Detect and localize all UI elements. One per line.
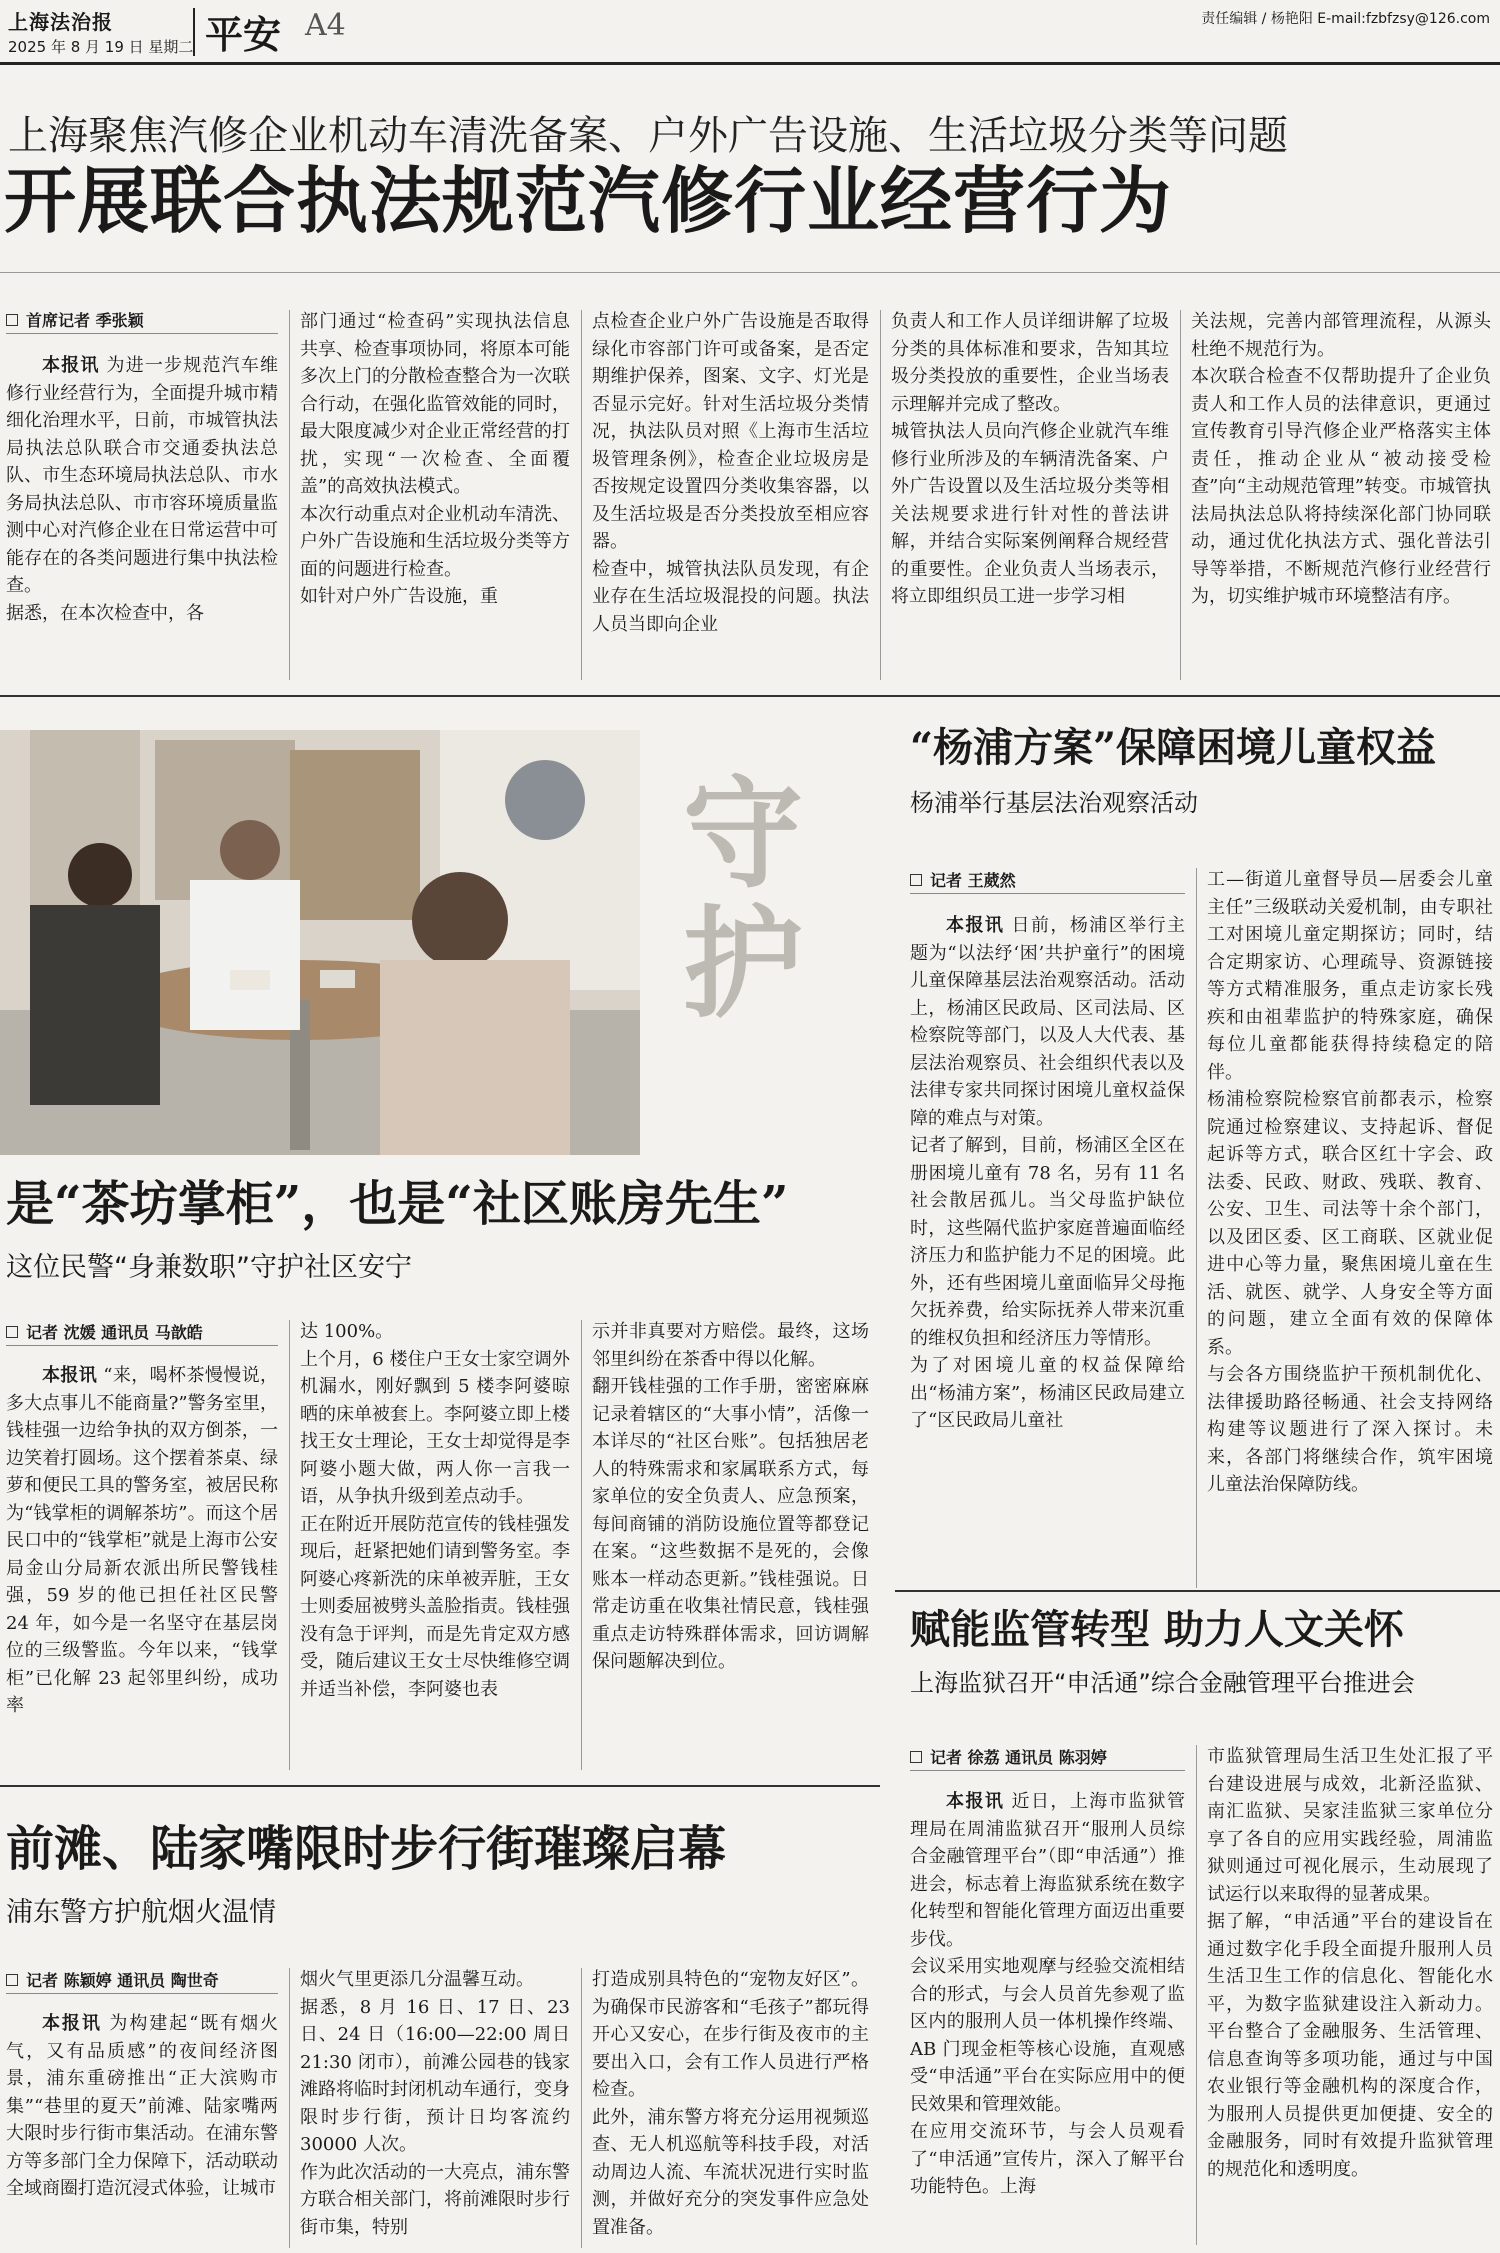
article1-title: 开展联合执法规范汽修行业经营行为	[4, 158, 1173, 243]
article1-lead: 本报讯	[42, 355, 100, 376]
byline-box-icon	[910, 874, 922, 886]
column-divider	[581, 310, 582, 680]
article1-col-3: 点检查企业户外广告设施是否取得绿化市容部门许可或备案，是否定期维护保养，图案、文字、灯光是否显示完好。针对生活垃圾分类情况，执法队员对照《上海市生活垃圾管理条例》，检查企业垃圾房是否按规定设置四分类收集容器，以及生活垃圾是否分类投放至相应容器。 检查中，城管执法队员发现，有企业存在生活垃圾混投的问题。执法人员当即向企业	[592, 311, 869, 635]
article1-col-1	[6, 352, 278, 682]
column-divider	[1180, 310, 1181, 680]
paper-logo: 上海法治报	[8, 10, 113, 34]
column-divider	[289, 1968, 290, 2248]
article4-col-1	[910, 912, 1185, 1592]
article1-col-5: 关法规，完善内部管理流程，从源头杜绝不规范行为。 本次联合检查不仅帮助提升了企业负责人和工作人员的法律意识，更通过宣传教育引导汽修企业严格落实主体责任，推动企业从“被动接受检查”向“主动规范管理”转变。市城管执法局执法总队将持续深化部门协同联动，通过优化执法方式、强化普法引导等举措，不断规范汽修行业经营行为，切实维护城市环境整洁有序。	[1191, 311, 1491, 607]
article4-title: “杨浦方案”保障困境儿童权益	[910, 724, 1437, 771]
article4-col-2: 工—街道儿童督导员—居委会儿童主任”三级联动关爱机制，由专职社工对困境儿童定期探访；同时，结合定期家访、心理疏导、资源链接等方式精准服务，重点走访家长残疾和由祖辈监护的特殊家庭，确保每位儿童都能获得持续稳定的陪伴。 杨浦检察院检察官前都表示，检察院通过检察建议、支持起诉、督促起诉等方式，联合区红十字会、政法委、民政、财政、残联、教育、公安、卫生、司法等十余个部门，以及团区委、区工商联、区就业促进中心等力量，聚焦困境儿童在生活、就医、就学、人身安全等方面的问题，建立全面有效的保障体系。 与会各方围绕监护干预机制优化、法律援助路径畅通、社会支持网络构建等议题进行了深入探讨。未来，各部门将继续合作，筑牢困境儿童法治保障防线。	[1207, 869, 1493, 1495]
article4-byline-text: 记者 王葳然	[930, 871, 1016, 890]
article2-byline	[6, 1320, 278, 1346]
article4-lead: 本报讯	[946, 915, 1005, 936]
byline-box-icon	[910, 1751, 922, 1763]
column-divider	[1196, 1745, 1197, 2245]
article3-lead: 本报讯	[42, 2013, 102, 2034]
article1-col-2: 部门通过“检查码”实现执法信息共享、检查事项协同，将原本可能多次上门的分散检查整合为一次联合行动，在强化监管效能的同时，最大限度减少对企业正常经营的打扰，实现“一次检查、全面覆盖”的高效执法模式。 本次行动重点对企业机动车清洗、户外广告设施和生活垃圾分类等方面的问题进行检查。 如针对户外广告设施，重	[300, 311, 570, 607]
article1-end-rule	[0, 695, 1500, 697]
article1-col-4: 负责人和工作人员详细讲解了垃圾分类的具体标准和要求，告知其垃圾分类投放的重要性，企业当场表示理解并完成了整改。 城管执法人员向汽修企业就汽车维修行业所涉及的车辆清洗备案、户外广告设置以及生活垃圾分类等相关法规要求进行针对性的普法讲解，并结合实际案例阐释合规经营的重要性。企业负责人当场表示，将立即组织员工进一步学习相	[891, 311, 1169, 607]
article5-col-1-text: 近日，上海市监狱管理局在周浦监狱召开“服刑人员综合金融管理平台”（即“申活通”）推进会，标志着上海监狱系统在数字化转型和智能化管理方面迈出重要步伐。 会议采用实地观摩与经验交流相结合的形式，与会人员首先参观了监区内的服刑人员一体机操作终端、AB 门现金柜等核心设施，直观感受“申活通”平台在实际应用中的便民效果和管理效能。 在应用交流环节，与会人员观看了“申活通”宣传片，深入了解平台功能特色。上海	[910, 1791, 1185, 2197]
editor-credit: 责任编辑 / 杨艳阳 E-mail:fzbfzsy@126.com	[1201, 11, 1490, 27]
article3-col-1-text: 为构建起“既有烟火气，又有品质感”的夜间经济图景，浦东重磅推出“正大滨购市集”“巷里的夏天”前滩、陆家嘴两大限时步行街市集活动。在浦东警方等多部门全力保障下，活动联动全域商圈打造沉浸式体验，让城市	[6, 2013, 278, 2199]
article3-col-2: 烟火气里更添几分温馨互动。 据悉，8 月 16 日、17 日、23 日、24 日（16:00—22:00 周日 21:30 闭市），前滩公园巷的钱家滩路将临时封闭机动车通行，变身限时步行街，预计日均客流约 30000 人次。 作为此次活动的一大亮点，浦东警方联合相关部门，将前滩限时步行街市集，特别	[300, 1969, 570, 2238]
article3-byline-text: 记者 陈颖婷 通讯员 陶世奇	[26, 1971, 219, 1990]
page-number: A4	[305, 8, 346, 43]
article4-end-rule	[895, 1590, 1500, 1592]
article2-col-2: 达 100%。 上个月，6 楼住户王女士家空调外机漏水，刚好飘到 5 楼李阿婆晾晒的床单被套上。李阿婆立即上楼找王女士理论，王女士却觉得是李阿婆小题大做，两人你一言我一语，从争执升级到差点动手。 正在附近开展防范宣传的钱桂强发现后，赶紧把她们请到警务室。李阿婆心疼新洗的床单被弄脏，王女士则委屈被劈头盖脸指责。钱桂强没有急于评判，而是先肯定双方感受，随后建议王女士尽快维修空调并适当补偿，李阿婆也表	[300, 1321, 570, 1700]
byline-box-icon	[6, 1974, 18, 1986]
article3-col-1	[6, 2010, 278, 2248]
article2-byline-text: 记者 沈媛 通讯员 马歆皓	[26, 1323, 203, 1342]
article5-title: 赋能监管转型 助力人文关怀	[910, 1606, 1404, 1653]
column-divider	[880, 310, 881, 680]
photo-illustration	[0, 730, 640, 1155]
article1-kicker: 上海聚焦汽修企业机动车清洗备案、户外广告设施、生活垃圾分类等问题	[8, 113, 1288, 159]
masthead-divider	[193, 8, 195, 56]
article2-col-1	[6, 1362, 278, 1772]
article2-col-1-text: “来，喝杯茶慢慢说，多大点事儿不能商量?”警务室里，钱桂强一边给争执的双方倒茶，一边笑着打圆场。这个摆着茶桌、绿萝和便民工具的警务室，被居民称为“钱掌柜的调解茶坊”。而这个居民口中的“钱掌柜”就是上海市公安局金山分局新农派出所民警钱桂强，59 岁的他已担任社区民警 24 年，如今是一名坚守在基层岗位的三级警监。今年以来，“钱掌柜”已化解 23 起邻里纠纷，成功率	[6, 1365, 278, 1716]
article4-subtitle: 杨浦举行基层法治观察活动	[910, 789, 1198, 817]
article3-byline	[6, 1968, 278, 1994]
article5-byline-text: 记者 徐荔 通讯员 陈羽婷	[930, 1748, 1107, 1767]
article5-col-1	[910, 1788, 1185, 2248]
article3-subtitle: 浦东警方护航烟火温情	[6, 1897, 276, 1928]
issue-date: 2025 年 8 月 19 日 星期二	[8, 38, 194, 56]
section-name: 平安	[205, 12, 282, 57]
masthead-rule	[0, 62, 1500, 65]
article1-byline	[6, 308, 278, 334]
article5-byline	[910, 1745, 1185, 1771]
byline-box-icon	[6, 1326, 18, 1338]
article2-subtitle: 这位民警“身兼数职”守护社区安宁	[6, 1252, 412, 1283]
article3-col-3: 打造成别具特色的“宠物友好区”。为确保市民游客和“毛孩子”都玩得开心又安心，在步行街及夜市的主要出入口，会有工作人员进行严格检查。 此外，浦东警方将充分运用视频巡查、无人机巡航等科技手段，对活动周边人流、车流状况进行实时监测，并做好充分的突发事件应急处置准备。	[592, 1969, 869, 2238]
column-divider	[289, 1320, 290, 1770]
column-divider	[1196, 868, 1197, 1588]
article3-title: 前滩、陆家嘴限时步行街璀璨启幕	[6, 1821, 727, 1877]
column-divider	[581, 1968, 582, 2248]
column-divider	[289, 310, 290, 680]
article5-lead: 本报讯	[946, 1791, 1005, 1812]
article4-byline	[910, 868, 1185, 894]
article1-title-rule	[0, 272, 1500, 273]
article5-subtitle: 上海监狱召开“申活通”综合金融管理平台推进会	[910, 1669, 1415, 1697]
article5-col-2: 市监狱管理局生活卫生处汇报了平台建设进展与成效，北新泾监狱、南汇监狱、吴家洼监狱三家单位分享了各自的应用实践经验，周浦监狱则通过可视化展示，生动展现了试运行以来取得的显著成果。 据了解，“申活通”平台的建设旨在通过数字化手段全面提升服刑人员生活卫生工作的信息化、智能化水平，为数字监狱建设注入新动力。平台整合了金融服务、生活管理、信息查询等多项功能，通过与中国农业银行等金融机构的深度合作，为服刑人员提供更加便捷、安全的金融服务，同时有效提升监狱管理的规范化和透明度。	[1207, 1746, 1493, 2180]
police-teahouse-photo	[0, 730, 640, 1155]
article2-col-3: 示并非真要对方赔偿。最终，这场邻里纠纷在茶香中得以化解。 翻开钱桂强的工作手册，密密麻麻记录着辖区的“大事小情”，活像一本详尽的“社区台账”。包括独居老人的特殊需求和家属联系方式，每家单位的安全负责人、应急预案，每间商铺的消防设施位置等都登记在案。“这些数据不是死的，会像账本一样动态更新。”钱桂强说。日常走访重在收集社情民意，钱桂强重点走访特殊群体需求，回访调解保问题解决到位。	[592, 1321, 869, 1672]
spacer	[890, 1180, 891, 1190]
article2-end-rule	[0, 1785, 880, 1787]
article2-title: 是“茶坊掌柜”，也是“社区账房先生”	[6, 1176, 789, 1232]
article1-byline-text: 首席记者 季张颖	[26, 311, 144, 330]
article1-col-1-text: 为进一步规范汽车维修行业经营行为，全面提升城市精细化治理水平，日前，市城管执法局执法总队联合市交通委执法总队、市生态环境局执法总队、市水务局执法总队、市市容环境质量监测中心对汽修企业在日常运营中可能存在的各类问题进行集中执法检查。 据悉，在本次检查中，各	[6, 355, 278, 624]
column-divider	[581, 1320, 582, 1770]
article2-lead: 本报讯	[42, 1365, 98, 1386]
article4-col-1-text: 日前，杨浦区举行主题为“以法纾‘困’共护童行”的困境儿童保障基层法治观察活动。活动上，杨浦区民政局、区司法局、区检察院等部门，以及人大代表、基层法治观察员、社会组织代表以及法律专家共同探讨困境儿童权益保障的难点与对策。 记者了解到，目前，杨浦区全区在册困境儿童有 78 名，另有 11 名社会散居孤儿。当父母监护缺位时，这些隔代监护家庭普遍面临经济压力和监护能力不足的困境。此外，还有些困境儿童面临异父母拖欠抚养费，给实际抚养人带来沉重的维权负担和经济压力等情形。 为了对困境儿童的权益保障给出“杨浦方案”，杨浦区民政局建立了“区民政局儿童社	[910, 915, 1185, 1431]
byline-box-icon	[6, 314, 18, 326]
guard-watermark: 守护	[663, 770, 804, 1030]
